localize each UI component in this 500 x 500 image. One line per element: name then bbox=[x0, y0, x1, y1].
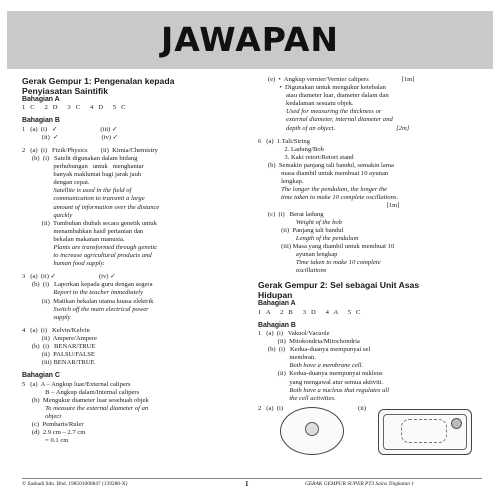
answer-line: external diameter, internal diameter and bbox=[258, 116, 393, 124]
answer-line: ayunan lengkap bbox=[258, 250, 338, 258]
footer-title: GERAK GEMPUR SUPER PT3 Sains Tingkatan 1 bbox=[305, 481, 415, 487]
answer-line: Weight of the bob bbox=[258, 218, 343, 226]
part-c-title: Bahagian C bbox=[22, 372, 60, 380]
answer-line: (iii) Masa yang diambil untuk membuat 10 bbox=[258, 242, 395, 250]
answer-line: (b) (i) Laporkan kepada guru dengan segera bbox=[22, 281, 153, 289]
answer-line: menambahkan hasil pertanian dan bbox=[22, 227, 144, 235]
answer-line: (ii) Mitokondria/Mitochondria bbox=[258, 338, 360, 346]
answer-line: (ii) Kedua-duanya mempunyai nukleus bbox=[258, 370, 383, 378]
animal-cell-diagram bbox=[280, 407, 344, 455]
answer-line: = 0.1 cm bbox=[22, 437, 69, 445]
answer-line: (ii) Tumbuhan diubah secara genetik untuk bbox=[22, 219, 157, 227]
part-b-answers bbox=[22, 126, 240, 368]
cell-nucleus bbox=[305, 422, 319, 436]
answer-line: (ii) Panjang tali bandul bbox=[258, 226, 344, 234]
section-title-1a: Gerak Gempur 1: Pengenalan kepada bbox=[22, 76, 175, 86]
answer-line: (b) Semakin panjang tali bandul, semakin lama bbox=[258, 161, 394, 169]
answer-line: • Digunakan untuk mengukur ketebalan bbox=[258, 84, 386, 92]
answer-line: 5 (a) A – Angkup luar/External calipers bbox=[22, 380, 131, 388]
answer-line: communication to transmit a large bbox=[22, 195, 145, 203]
answer-line: (c) (i) Berat ladung bbox=[258, 210, 324, 218]
answer-line: (ii) ✓ (iv) ✓ bbox=[22, 133, 119, 141]
left-column bbox=[22, 76, 240, 445]
answer-line: [1m] bbox=[258, 202, 400, 210]
footer-copyright: © Sasbadi Sdn. Bhd. 198501006847 (139288-X) bbox=[22, 481, 128, 487]
answer-line: (iii) BENAR/TRUE bbox=[22, 359, 95, 367]
section-title-1b: Penyiasatan Saintifik bbox=[22, 86, 108, 96]
answer-line: (b) (i) BENAR/TRUE bbox=[22, 343, 96, 351]
answer-line: masa diambil untuk membuat 10 ayunan bbox=[258, 170, 389, 178]
continued-answers bbox=[258, 76, 482, 275]
answer-line: kedalaman sesuatu objek. bbox=[258, 100, 354, 108]
answer-line: bekalan makanan manusia. bbox=[22, 235, 125, 243]
answer-line: Report to the teacher immediately bbox=[22, 289, 144, 297]
section-title-2a: Gerak Gempur 2: Sel sebagai Unit Asas bbox=[258, 280, 420, 291]
part-b-title-2: Bahagian B bbox=[258, 321, 296, 329]
answer-line: yang mengawal atur semua aktiviti. bbox=[258, 378, 384, 386]
answer-line: membran. bbox=[258, 354, 316, 362]
part-a-answers-2: 1 A 2 B 3 D 4 A 5 C bbox=[258, 308, 361, 316]
section-title-2b: Hidupan bbox=[258, 290, 293, 301]
answer-line: the cell activities. bbox=[258, 394, 336, 402]
answer-line: banyak maklumat bagi jarak jauh bbox=[22, 171, 142, 179]
answer-line: (b) Mengukur diameter luar sesebuah objek bbox=[22, 396, 149, 404]
answer-line: quickly bbox=[22, 211, 73, 219]
answer-line: Both have a nucleus that regulates all bbox=[258, 386, 390, 394]
answer-line: To measure the external diameter of an bbox=[22, 404, 149, 412]
answer-line: to increase agricultural products and bbox=[22, 252, 152, 260]
answer-line: Switch off the main electrical power bbox=[22, 305, 149, 313]
answer-line: Plants are transformed through genetic bbox=[22, 244, 158, 251]
cell-nucleus bbox=[451, 418, 462, 429]
q2-label: 2 (a) (i) bbox=[258, 404, 284, 412]
page-number: 1 bbox=[245, 480, 249, 488]
answer-line: The longer the pendulum, the longer the bbox=[258, 186, 388, 194]
answer-line: object bbox=[22, 412, 62, 420]
answer-line: 3. Kaki retort/Retort stand bbox=[258, 153, 354, 161]
part-a-answers: 1 C 2 D 3 C 4 D 5 C bbox=[22, 104, 126, 112]
part-b-answers-2 bbox=[258, 330, 482, 403]
answer-line: 2 (a) (i) Fizik/Physics (ii) Kimia/Chemistry bbox=[22, 146, 158, 154]
answer-line: time taken to make 10 complete oscillations. bbox=[258, 194, 399, 202]
cell-vacuole bbox=[401, 419, 447, 443]
part-c-answers bbox=[22, 381, 240, 446]
answer-line: 6 (a) 1.Tali/String bbox=[258, 137, 310, 145]
answer-line: perhubungan untuk menghantar bbox=[22, 163, 144, 171]
cell-diagrams bbox=[258, 405, 482, 459]
answer-line: (b) (i) Satelit digunakan dalam bidang bbox=[22, 154, 138, 162]
answer-line: dengan cepat. bbox=[22, 179, 90, 187]
answer-line: depth of an object. [2m] bbox=[258, 124, 410, 132]
answer-line: (b) (i) Kedua-duanya mempunyai sel bbox=[258, 346, 371, 354]
answer-line: (ii) PALSU/FALSE bbox=[22, 351, 95, 359]
answer-line: B – Angkup dalam/Internal calipers bbox=[22, 388, 140, 396]
part-b-title: Bahagian B bbox=[22, 117, 60, 125]
answer-line: 3 (a) (ii) ✓ (iv) ✓ bbox=[22, 273, 116, 281]
answer-line: Time taken to make 10 complete bbox=[258, 259, 381, 267]
answer-line: lengkap. bbox=[258, 178, 304, 186]
answer-line: 1 (a) (i) Vakuol/Vacuole bbox=[258, 329, 330, 337]
answer-line: Used for measuring the thickness or bbox=[258, 108, 382, 116]
banner-title: JAWAPAN bbox=[160, 20, 340, 59]
answer-line: supply bbox=[22, 313, 71, 321]
part-a-title: Bahagian A bbox=[22, 96, 60, 103]
footer-rule bbox=[22, 478, 482, 479]
answer-line: Length of the pendulum bbox=[258, 234, 359, 242]
right-column bbox=[258, 76, 482, 459]
q2-ii-label: (ii) bbox=[358, 404, 367, 412]
answer-line: 1 (a) (i) ✓ (iii) ✓ bbox=[22, 125, 118, 133]
answer-line: amount of information over the distance bbox=[22, 203, 160, 211]
plant-cell-diagram bbox=[378, 409, 472, 455]
answer-line: (c) Pembaris/Ruler bbox=[22, 421, 84, 429]
answer-line: (d) 2.9 cm – 2.7 cm bbox=[22, 429, 86, 437]
answer-line: human food supply. bbox=[22, 260, 105, 268]
answer-line: (ii) Ampere/Ampere bbox=[22, 334, 98, 342]
answer-line: Both have a membrane cell. bbox=[258, 362, 364, 370]
answer-banner bbox=[7, 11, 493, 69]
part-a-title-2: Bahagian A bbox=[258, 300, 296, 308]
answer-line: Satellite is used in the field of bbox=[22, 187, 132, 195]
answer-line: atau diameter luar, diameter dalam dan bbox=[258, 92, 389, 100]
answer-line: oscillations bbox=[258, 267, 327, 275]
answer-line: (e) • Angkup vernier/Vernier calipers [1m] bbox=[258, 76, 415, 83]
answer-line: 4 (a) (i) Kelvin/Kelvin bbox=[22, 326, 90, 334]
answer-line: 2. Ladung/Bob bbox=[258, 145, 324, 153]
answer-line: (ii) Matikan bekalan utama kuasa elektrik bbox=[22, 297, 154, 305]
